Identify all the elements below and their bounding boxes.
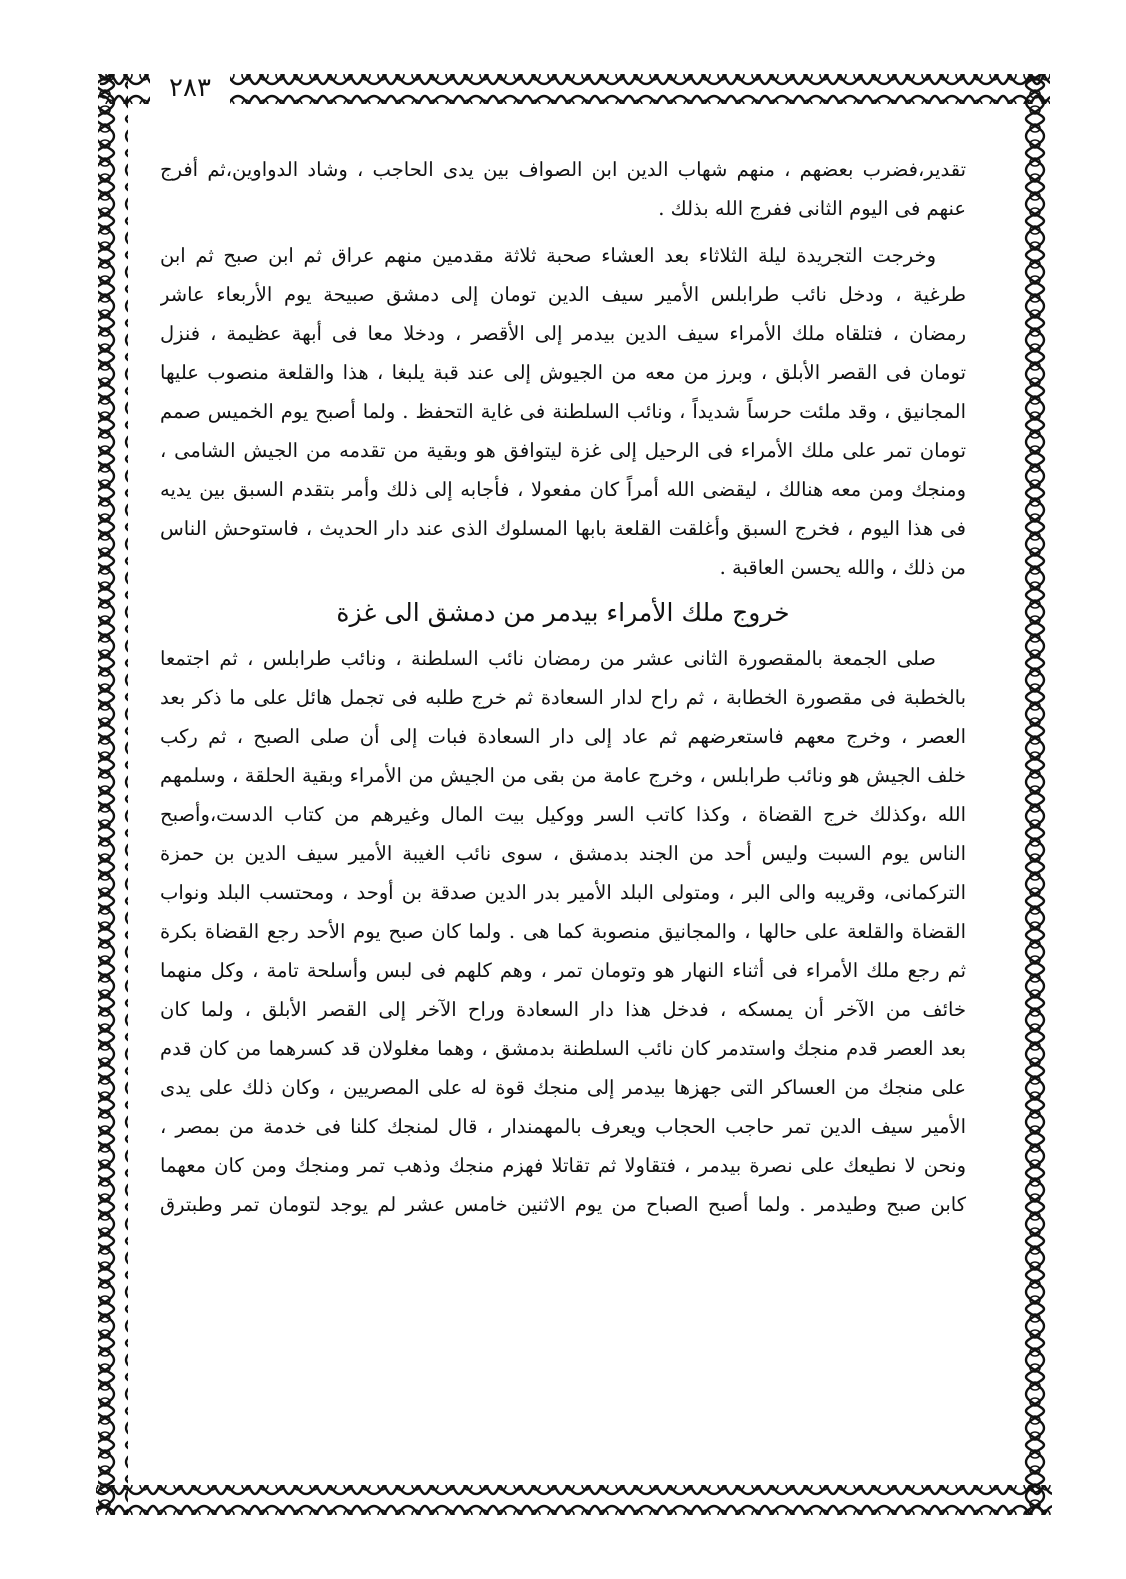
text-line: خلف الجيش هو ونائب طرابلس ، وخرج عامة من بقى من الجيش من الأمراء وبقية الحلقة ، وسلمهم bbox=[160, 764, 966, 787]
text-line: ثم رجع ملك الأمراء فى أثناء النهار هو وتومان تمر ، وهم كلهم فى لبس وأسلحة تامة ، وكل منهما bbox=[160, 959, 966, 982]
text-line: ومنجك ومن معه هنالك ، ليقضى الله أمراً كان مفعولا ، فأجابه إلى ذلك وأمر بتقدم السبق بين يديه bbox=[160, 478, 966, 501]
text-line: فى هذا اليوم ، فخرج السبق وأغلقت القلعة بابها المسلوك الذى عند دار الحديث ، فاستوحش الناس bbox=[160, 517, 966, 540]
text-line: الأمير سيف الدين تمر حاجب الحجاب ويعرف بالمهمندار ، قال لمنجك كلنا فى خدمة من بمصر ، bbox=[160, 1115, 966, 1138]
text-line: من ذلك ، والله يحسن العاقبة . bbox=[719, 556, 966, 579]
text-line: العصر ، وخرج معهم فاستعرضهم ثم عاد إلى دار السعادة فبات إلى أن صلى الصبح ، ثم ركب bbox=[160, 725, 966, 748]
text-line: الناس يوم السبت وليس أحد من الجند بدمشق ، سوى نائب الغيبة الأمير سيف الدين بن حمزة bbox=[160, 842, 966, 865]
text-line: خائف من الآخر أن يمسكه ، فدخل هذا دار السعادة وراح الآخر إلى القصر الأبلق ، ولما كان bbox=[160, 998, 966, 1021]
text-line: عنهم فى اليوم الثانى ففرج الله بذلك . bbox=[658, 197, 966, 220]
body-text bbox=[160, 150, 966, 1470]
text-line: رمضان ، فتلقاه ملك الأمراء سيف الدين بيدمر إلى الأقصر ، ودخلا معا فى أبهة عظيمة ، فنزل bbox=[160, 322, 966, 345]
text-line: على منجك من العساكر التى جهزها بيدمر إلى منجك قوة له على المصريين ، وكان ذلك على يدى bbox=[160, 1076, 966, 1099]
paragraph-3 bbox=[160, 639, 966, 1224]
text-line: القضاة والقلعة على حالها ، والمجانيق منصوبة كما هى . ولما كان صبح يوم الأحد رجع القضاة بكرة bbox=[160, 920, 966, 943]
text-line: المجانيق ، وقد ملئت حرساً شديداً ، ونائب السلطنة فى غاية التحفظ . ولما أصبح يوم الخميس صمم bbox=[160, 400, 966, 423]
text-line: صلى الجمعة بالمقصورة الثانى عشر من رمضان نائب السلطنة ، ونائب طرابلس ، ثم اجتمعا bbox=[160, 647, 936, 670]
text-line: وخرجت التجريدة ليلة الثلاثاء بعد العشاء صحبة ثلاثة مقدمين منهم عراق ثم ابن صبح ثم ابن bbox=[160, 244, 936, 267]
text-line: بالخطبة فى مقصورة الخطابة ، ثم راح لدار السعادة ثم خرج طلبه فى تجمل هائل على ما ذكر بعد bbox=[160, 686, 966, 709]
paragraph-2 bbox=[160, 236, 966, 587]
text-line: التركمانى، وقريبه والى البر ، ومتولى البلد الأمير بدر الدين صدقة بن أوحد ، ومحتسب البلد ونواب bbox=[160, 881, 966, 904]
text-line: الله ،وكذلك خرج القضاة ، وكذا كاتب السر ووكيل بيت المال وغيرهم من كتاب الدست،وأصبح bbox=[160, 803, 966, 826]
section-heading: خروج ملك الأمراء بيدمر من دمشق الى غزة bbox=[336, 598, 790, 627]
page-number: ٢٨٣ bbox=[150, 66, 230, 110]
text-line: طرغية ، ودخل نائب طرابلس الأمير سيف الدين تومان إلى دمشق صبيحة يوم الأربعاء عاشر bbox=[160, 283, 966, 306]
text-line: بعد العصر قدم منجك واستدمر كان نائب السلطنة بدمشق ، وهما مغلولان قد كسرهما من كان قدم bbox=[160, 1037, 966, 1060]
text-line: تقدير،فضرب بعضهم ، منهم شهاب الدين ابن الصواف بين يدى الحاجب ، وشاد الدواوين،ثم أفرج bbox=[160, 158, 966, 181]
paragraph-1 bbox=[160, 150, 966, 228]
text-line: كابن صبح وطيدمر . ولما أصبح الصباح من يوم الاثنين خامس عشر لم يوجد لتومان تمر وطبترق bbox=[160, 1193, 966, 1216]
text-line: تومان تمر على ملك الأمراء فى الرحيل إلى غزة ليتوافق هو وبقية من تقدمه من الجيش الشامى ، bbox=[160, 439, 966, 462]
text-line: ونحن لا نطيعك على نصرة بيدمر ، فتقاولا ثم تقاتلا فهزم منجك وذهب تمر ومنجك ومن كان معهما bbox=[160, 1154, 966, 1177]
text-line: تومان فى القصر الأبلق ، وبرز من معه من الجيوش إلى عند قبة يلبغا ، هذا والقلعة منصوب عليها bbox=[160, 361, 966, 384]
